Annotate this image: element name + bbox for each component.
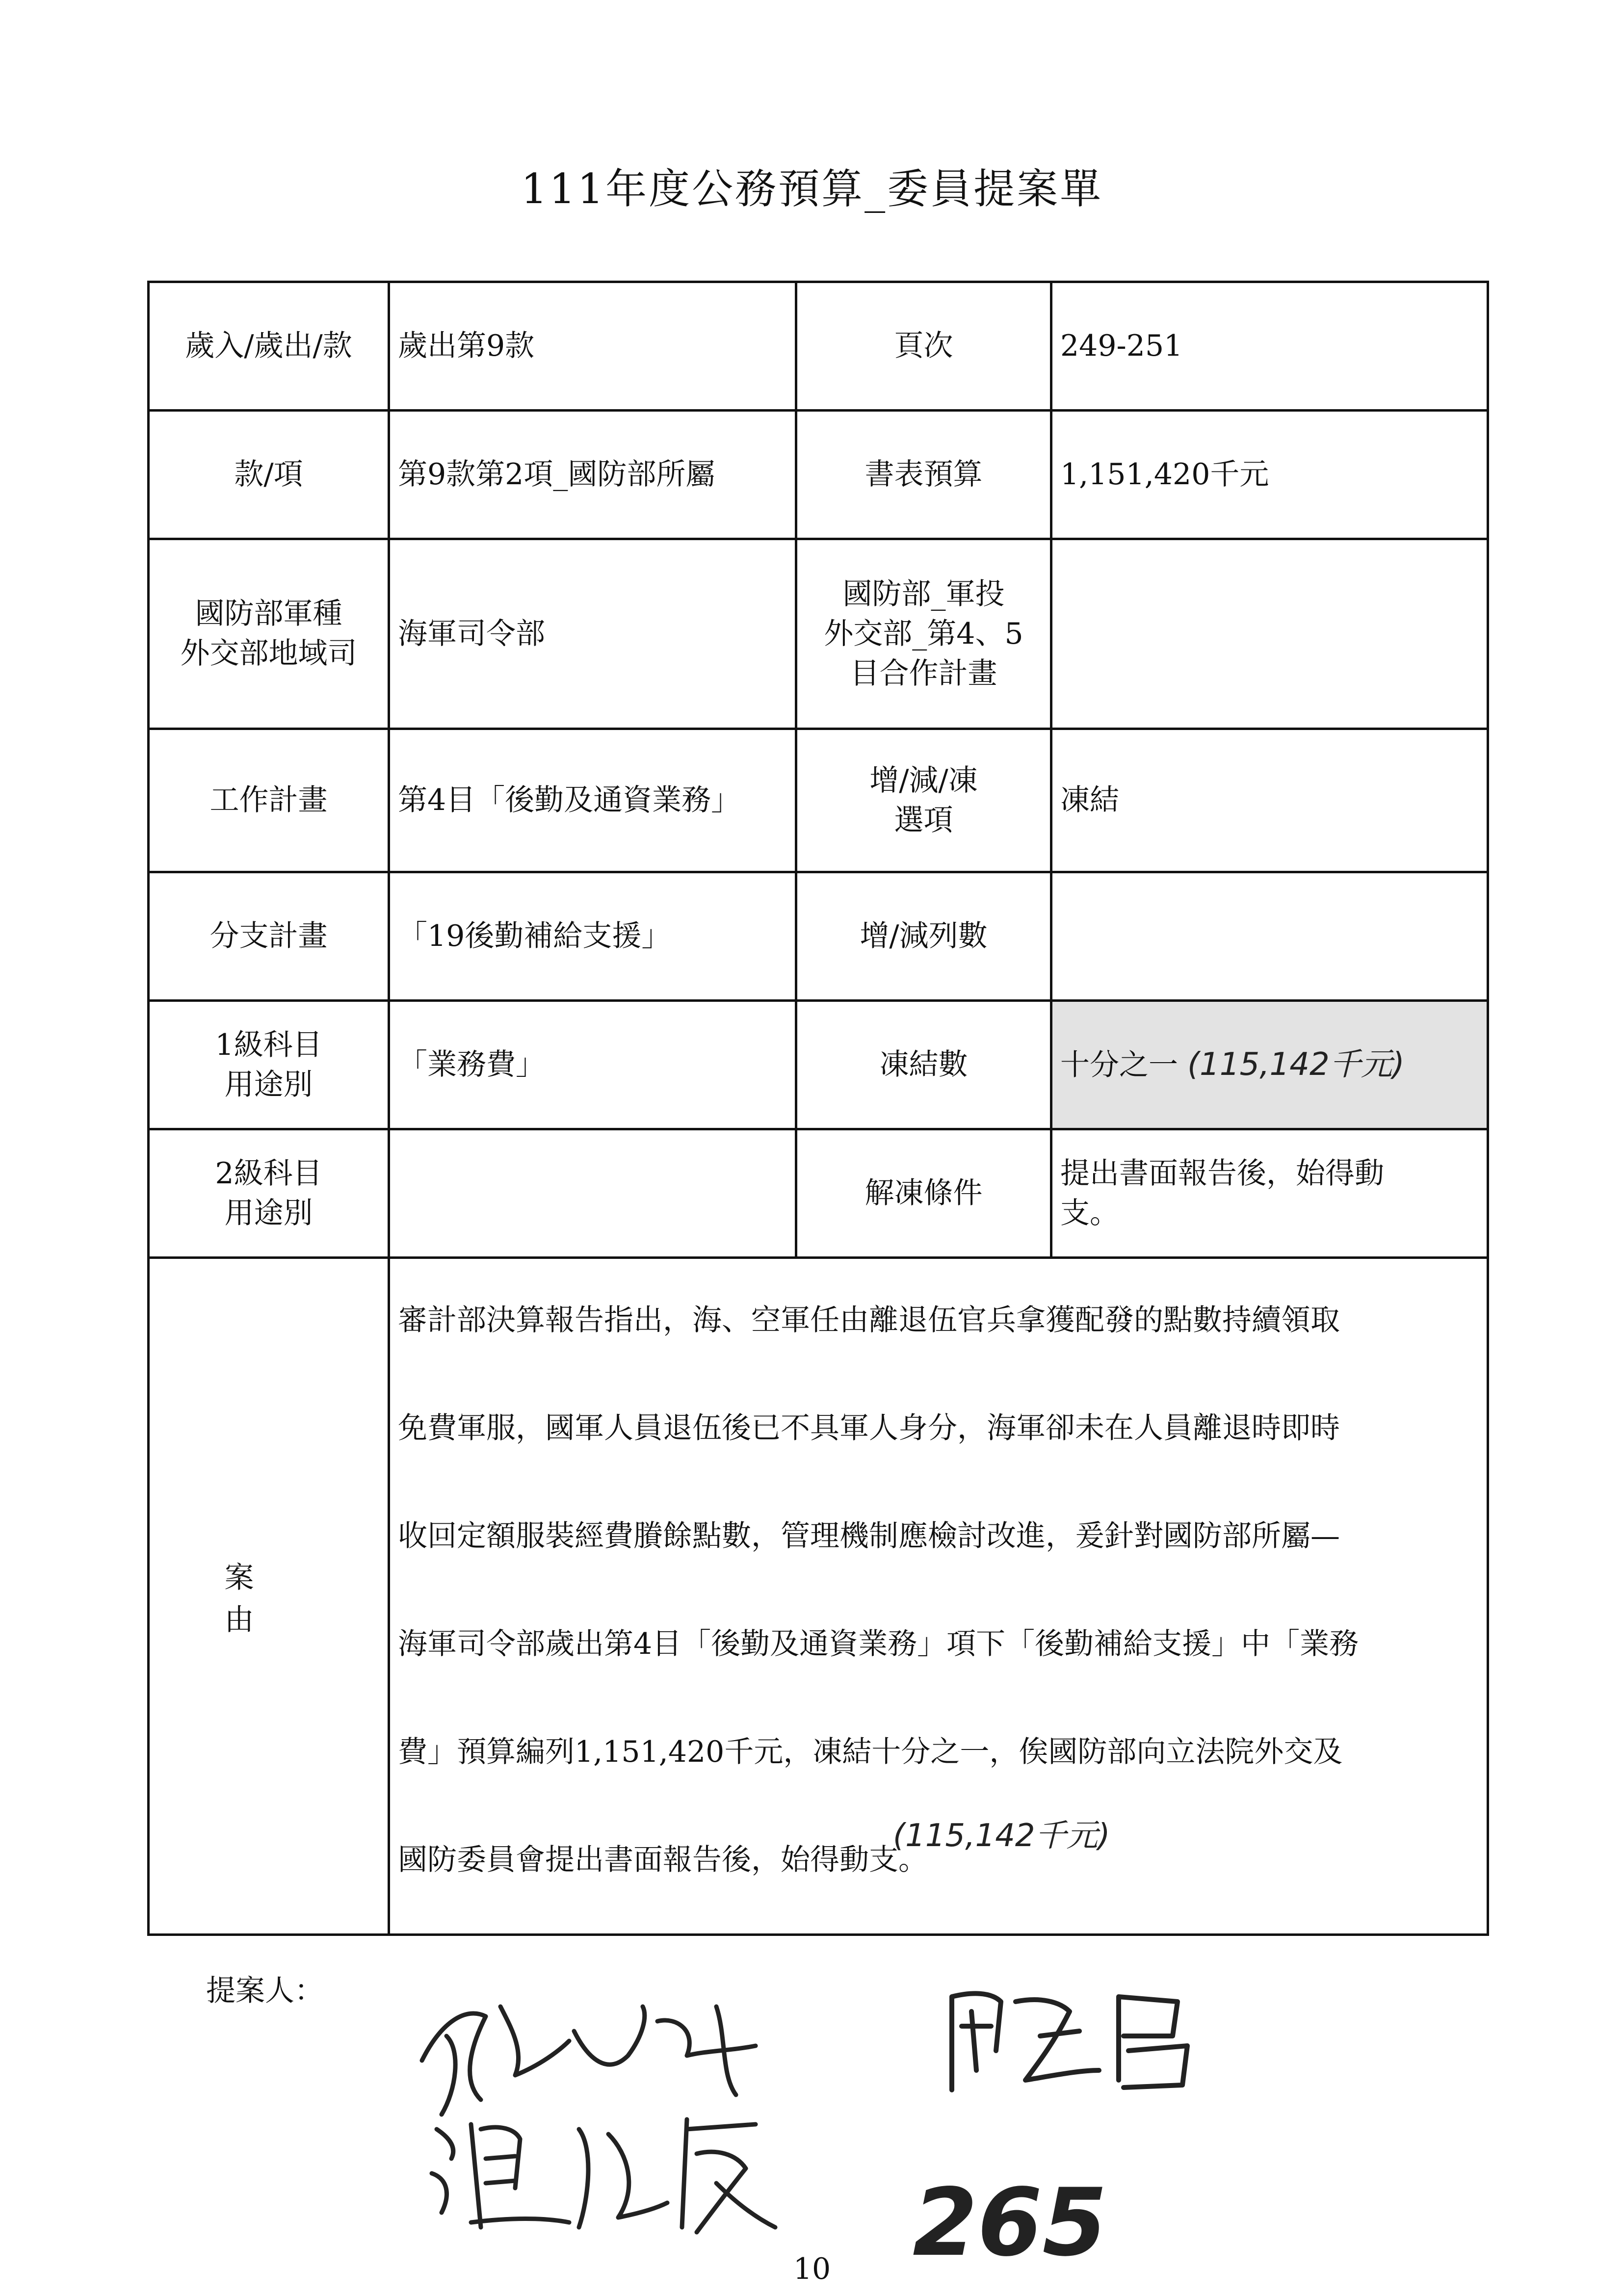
value-cell: 海軍司令部: [389, 539, 796, 729]
label-line: 1級科目: [215, 1027, 322, 1062]
table-row: [149, 1001, 1488, 1129]
label-cell: 分支計畫: [149, 872, 389, 1001]
value-cell: 「19後勤補給支援」: [389, 872, 796, 1001]
label-cell: [796, 539, 1051, 729]
reason-line: 免費軍服，國軍人員退伍後已不具軍人身分，海軍卻未在人員離退時即時: [398, 1411, 1340, 1445]
handwritten-note: (115,142千元): [893, 1818, 1110, 1854]
table-row: [149, 282, 1488, 411]
value-cell: [1051, 872, 1488, 1001]
label-line: 增/減/凍: [869, 763, 978, 798]
page-title: 111年度公務預算_委員提案單: [521, 165, 1103, 213]
label-cell: 頁次: [796, 282, 1051, 411]
value-line: 支。: [1060, 1196, 1119, 1230]
label-cell: [149, 1129, 389, 1258]
value-cell: 凍結: [1051, 729, 1488, 872]
label-line: 國防部軍種: [195, 597, 342, 631]
reason-line: 審計部決算報告指出，海、空軍任由離退伍官兵拿獲配發的點數持續領取: [398, 1303, 1340, 1337]
label-line: 國防部_軍投: [842, 576, 1005, 611]
handwritten-amount: (115,142千元): [1187, 1046, 1405, 1083]
value-cell: 歲出第9款: [389, 282, 796, 411]
table-row: [149, 1258, 1488, 1935]
table-row: [149, 729, 1488, 872]
reason-line: 海軍司令部歲出第4目「後勤及通資業務」項下「後勤補給支援」中「業務: [398, 1627, 1359, 1661]
signature-3: [422, 2100, 795, 2247]
value-cell: 第4目「後勤及通資業務」: [389, 729, 796, 872]
value-cell: [1051, 1129, 1488, 1258]
label-cell: 款/項: [149, 411, 389, 539]
value-line: 提出書面報告後，始得動: [1060, 1156, 1384, 1191]
label-cell: 書表預算: [796, 411, 1051, 539]
label-cell: [149, 1001, 389, 1129]
label-line: 用途別: [224, 1067, 313, 1102]
freeze-amount-cell: [1051, 1001, 1488, 1129]
freeze-amount-text: 十分之一: [1060, 1048, 1178, 1083]
signature-2: [942, 1982, 1217, 2110]
table-row: [149, 539, 1488, 729]
value-cell: 第9款第2項_國防部所屬: [389, 411, 796, 539]
value-cell: [389, 1129, 796, 1258]
label-cell: 歲入/歲出/款: [149, 282, 389, 411]
reason-line: 費」預算編列1,151,420千元，凍結十分之一，俟國防部向立法院外交及: [398, 1735, 1343, 1769]
label-line: 2級科目: [215, 1156, 322, 1191]
value-cell: [1051, 539, 1488, 729]
proposer-label: 提案人：: [206, 1974, 324, 2008]
reason-line: 國防委員會提出書面報告後，始得動支。: [398, 1843, 928, 1877]
label-line: 外交部地域司: [180, 636, 357, 671]
label-cell: 增/減列數: [796, 872, 1051, 1001]
label-line: 目合作計畫: [850, 656, 997, 691]
label-line: 選項: [894, 803, 953, 837]
value-cell: 249-251: [1051, 282, 1488, 411]
label-line: 外交部_第4、5: [824, 616, 1023, 651]
label-cell: 工作計畫: [149, 729, 389, 872]
label-cell: 凍結數: [796, 1001, 1051, 1129]
handwritten-number: 265: [913, 2168, 1107, 2277]
label-line: 用途別: [224, 1196, 313, 1230]
page-number: 10: [793, 2252, 831, 2286]
table-row: [149, 872, 1488, 1001]
reason-line: 收回定額服裝經費賸餘點數，管理機制應檢討改進，爰針對國防部所屬—: [398, 1519, 1340, 1553]
label-cell: 解凍條件: [796, 1129, 1051, 1258]
label-cell: [149, 539, 389, 729]
label-cell: [796, 729, 1051, 872]
table-row: [149, 1129, 1488, 1258]
reason-label: 案 由: [149, 1258, 389, 1935]
value-cell: 1,151,420千元: [1051, 411, 1488, 539]
value-cell: 「業務費」: [389, 1001, 796, 1129]
proposal-form-table: [147, 281, 1489, 1936]
table-row: [149, 411, 1488, 539]
